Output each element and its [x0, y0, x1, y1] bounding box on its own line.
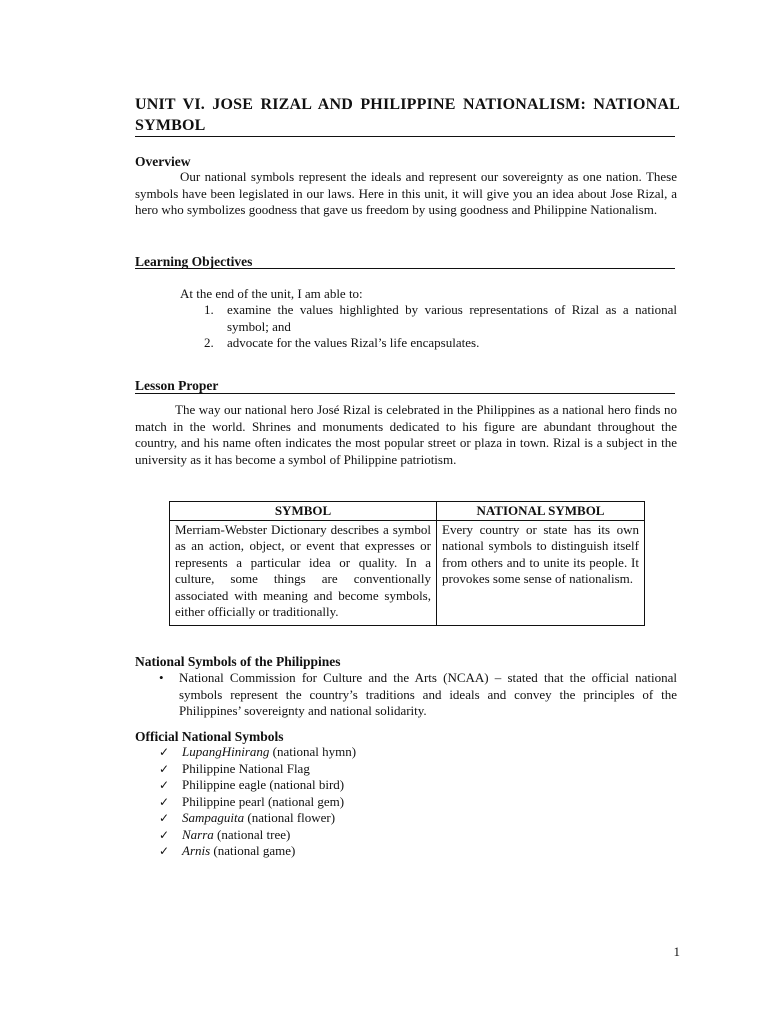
unit-title: UNIT VI. JOSE RIZAL AND PHILIPPINE NATIONALISM: NATIONAL SYMBOL — [135, 96, 680, 134]
checkmark-icon: ✓ — [159, 811, 170, 825]
list-item: ✓ Arnis (national game) — [159, 843, 296, 858]
table-row — [170, 520, 645, 625]
symbol-column-header: SYMBOL — [170, 502, 437, 521]
objectives-intro: At the end of the unit, I am able to: — [180, 286, 363, 301]
list-item: ✓ Philippine eagle (national bird) — [159, 777, 345, 792]
objective-item: 2. advocate for the values Rizal’s life encapsulates. — [204, 335, 480, 350]
lesson-heading: Lesson Proper — [135, 378, 219, 393]
table-header-row — [170, 502, 645, 521]
list-item: ✓ LupangHinirang (national hymn) — [159, 744, 357, 759]
lesson-paragraph: The way our national hero José Rizal is celebrated in the Philippines as a national hero finds no match in the world. Shrines and monuments dedicated to his figure are abundant throughout the country, and his name often indicates the most popular street or plaza in town. Rizal is a subject in the university as it has become a symbol of Philippine patriotism. — [135, 402, 677, 467]
objective-item: 1. examine the values highlighted by various representations of Rizal as a national symbol; and — [204, 302, 677, 334]
national-symbol-column-header: NATIONAL SYMBOL — [437, 502, 645, 521]
list-item: ✓ Philippine National Flag — [159, 760, 310, 776]
national-symbol-definition-cell: Every country or state has its own national symbols to distinguish itself from others and to unite its people. It provokes some sense of nationalism. — [437, 520, 645, 625]
symbol-table — [169, 501, 645, 626]
lesson-underline — [135, 393, 675, 394]
checkmark-icon: ✓ — [159, 761, 170, 776]
checkmark-icon: ✓ — [159, 827, 170, 842]
checkmark-icon: ✓ — [159, 778, 170, 792]
overview-paragraph: Our national symbols represent the ideals and represent our sovereignty as one nation. These symbols have been legislated in our laws. Here in this unit, it will give you an idea about Jose Rizal, a hero who symbolizes goodness that gave us freedom by using goodness and Philippine Nationalism. — [135, 169, 677, 217]
list-item: ✓ Sampaguita (national flower) — [159, 810, 336, 825]
objectives-underline — [135, 268, 675, 269]
checkmark-icon: ✓ — [159, 745, 170, 759]
symbol-definition-cell: Merriam-Webster Dictionary describes a symbol as an action, object, or event that expresses or represents a particular idea or quality. In a culture, some things are conventionally associated with meaning and become symbols, either officially or traditionally. — [170, 520, 437, 625]
official-symbols-list — [159, 744, 559, 860]
objectives-list — [204, 302, 677, 352]
bullet-icon: • — [159, 670, 164, 685]
ncaa-bullet-item: • National Commission for Culture and the Arts (NCAA) – stated that the official national symbols represent the country’s traditions and ideals and convey the principles of the Philippines’ sovereignty and national solidarity. — [159, 670, 677, 718]
list-item: ✓ Narra (national tree) — [159, 826, 291, 842]
objectives-heading: Learning Objectives — [135, 254, 253, 269]
checkmark-icon: ✓ — [159, 844, 170, 858]
official-symbols-heading: Official National Symbols — [135, 729, 284, 744]
national-symbols-heading: National Symbols of the Philippines — [135, 654, 341, 669]
overview-heading: Overview — [135, 154, 191, 169]
title-underline — [135, 136, 675, 137]
list-item: ✓ Philippine pearl (national gem) — [159, 793, 345, 809]
checkmark-icon: ✓ — [159, 794, 170, 809]
page-number: 1 — [673, 944, 680, 959]
